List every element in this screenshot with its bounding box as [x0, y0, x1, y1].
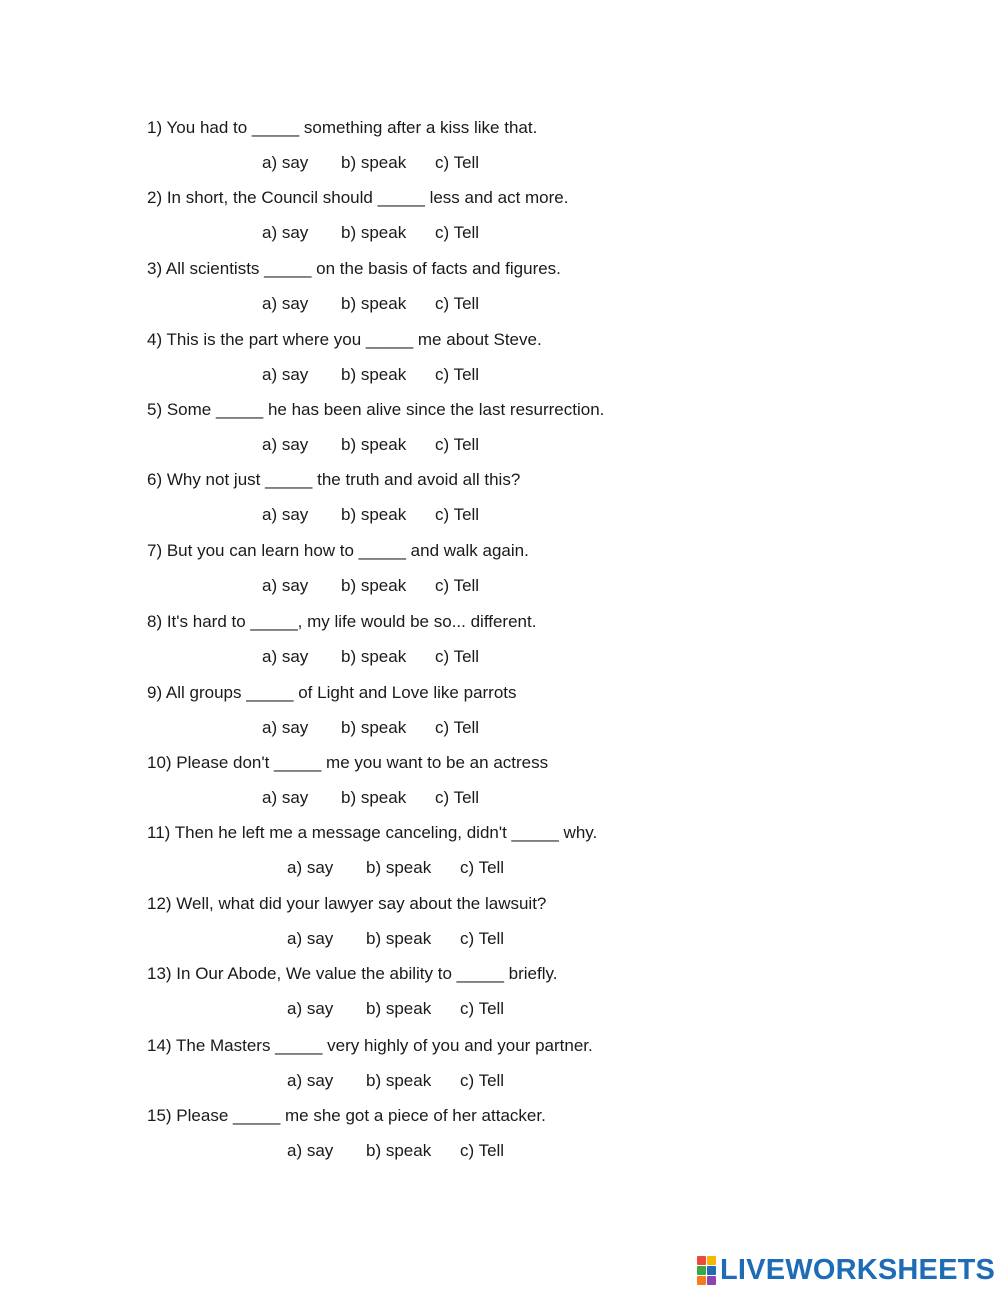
question-text: 8) It's hard to _____, my life would be so... different. — [147, 612, 537, 631]
answer-option[interactable]: b) speak — [341, 365, 407, 384]
question-text: 5) Some _____ he has been alive since the last resurrection. — [147, 400, 605, 419]
answer-option[interactable]: b) speak — [366, 999, 432, 1018]
question-text: 3) All scientists _____ on the basis of facts and figures. — [147, 259, 561, 278]
answer-option[interactable]: a) say — [262, 576, 309, 595]
answer-options — [262, 718, 495, 738]
answer-option[interactable]: c) Tell — [435, 223, 480, 242]
answer-option[interactable]: c) Tell — [460, 999, 505, 1018]
answer-option[interactable]: a) say — [262, 718, 309, 737]
answer-options — [287, 999, 520, 1019]
answer-option[interactable]: b) speak — [341, 505, 407, 524]
question-text: 14) The Masters _____ very highly of you and your partner. — [147, 1036, 593, 1055]
answer-option[interactable]: a) say — [262, 294, 309, 313]
question-text: 6) Why not just _____ the truth and avoid all this? — [147, 470, 521, 489]
answer-option[interactable]: c) Tell — [460, 1071, 505, 1090]
answer-option[interactable]: c) Tell — [435, 718, 480, 737]
answer-option[interactable]: a) say — [262, 788, 309, 807]
answer-option[interactable]: c) Tell — [435, 788, 480, 807]
answer-options — [262, 294, 495, 314]
question-text: 11) Then he left me a message canceling, didn't _____ why. — [147, 823, 598, 842]
answer-option[interactable]: b) speak — [366, 1141, 432, 1160]
answer-option[interactable]: a) say — [262, 435, 309, 454]
question-text: 9) All groups _____ of Light and Love like parrots — [147, 683, 517, 702]
answer-option[interactable]: b) speak — [341, 223, 407, 242]
answer-option[interactable]: a) say — [287, 929, 334, 948]
answer-option[interactable]: a) say — [262, 153, 309, 172]
answer-option[interactable]: a) say — [287, 999, 334, 1018]
question-text: 10) Please don't _____ me you want to be an actress — [147, 753, 549, 772]
answer-options — [262, 576, 495, 596]
logo-text: LIVEWORKSHEETS — [720, 1253, 996, 1286]
answer-option[interactable]: b) speak — [341, 647, 407, 666]
question-text: 15) Please _____ me she got a piece of her attacker. — [147, 1106, 546, 1125]
question-text: 7) But you can learn how to _____ and walk again. — [147, 541, 529, 560]
answer-option[interactable]: b) speak — [341, 153, 407, 172]
answer-options — [262, 223, 495, 243]
answer-options — [262, 435, 495, 455]
answer-option[interactable]: c) Tell — [435, 435, 480, 454]
answer-option[interactable]: c) Tell — [435, 153, 480, 172]
answer-option[interactable]: b) speak — [366, 858, 432, 877]
answer-options — [287, 1071, 520, 1091]
answer-options — [287, 858, 520, 878]
answer-option[interactable]: a) say — [287, 1071, 334, 1090]
answer-options — [287, 929, 520, 949]
answer-option[interactable]: b) speak — [366, 1071, 432, 1090]
answer-option[interactable]: b) speak — [366, 929, 432, 948]
answer-option[interactable]: b) speak — [341, 718, 407, 737]
answer-option[interactable]: a) say — [262, 365, 309, 384]
answer-option[interactable]: a) say — [287, 1141, 334, 1160]
answer-option[interactable]: c) Tell — [460, 1141, 505, 1160]
answer-option[interactable]: c) Tell — [435, 647, 480, 666]
answer-option[interactable]: a) say — [287, 858, 334, 877]
answer-option[interactable]: c) Tell — [435, 294, 480, 313]
logo-blocks-icon — [697, 1256, 716, 1285]
liveworksheets-logo — [697, 1255, 995, 1285]
answer-option[interactable]: a) say — [262, 647, 309, 666]
answer-option[interactable]: b) speak — [341, 435, 407, 454]
question-text: 1) You had to _____ something after a kiss like that. — [147, 118, 538, 137]
question-text: 13) In Our Abode, We value the ability to _____ briefly. — [147, 964, 558, 983]
answer-option[interactable]: c) Tell — [435, 365, 480, 384]
answer-option[interactable]: c) Tell — [460, 858, 505, 877]
answer-option[interactable]: b) speak — [341, 788, 407, 807]
answer-option[interactable]: b) speak — [341, 576, 407, 595]
question-text: 12) Well, what did your lawyer say about the lawsuit? — [147, 894, 547, 913]
answer-options — [262, 153, 495, 173]
answer-option[interactable]: b) speak — [341, 294, 407, 313]
answer-option[interactable]: c) Tell — [460, 929, 505, 948]
answer-options — [287, 1141, 520, 1161]
answer-options — [262, 647, 495, 667]
answer-option[interactable]: a) say — [262, 223, 309, 242]
answer-option[interactable]: c) Tell — [435, 505, 480, 524]
question-text: 2) In short, the Council should _____ less and act more. — [147, 188, 569, 207]
answer-option[interactable]: a) say — [262, 505, 309, 524]
answer-options — [262, 505, 495, 525]
question-text: 4) This is the part where you _____ me about Steve. — [147, 330, 542, 349]
answer-options — [262, 365, 495, 385]
answer-option[interactable]: c) Tell — [435, 576, 480, 595]
answer-options — [262, 788, 495, 808]
